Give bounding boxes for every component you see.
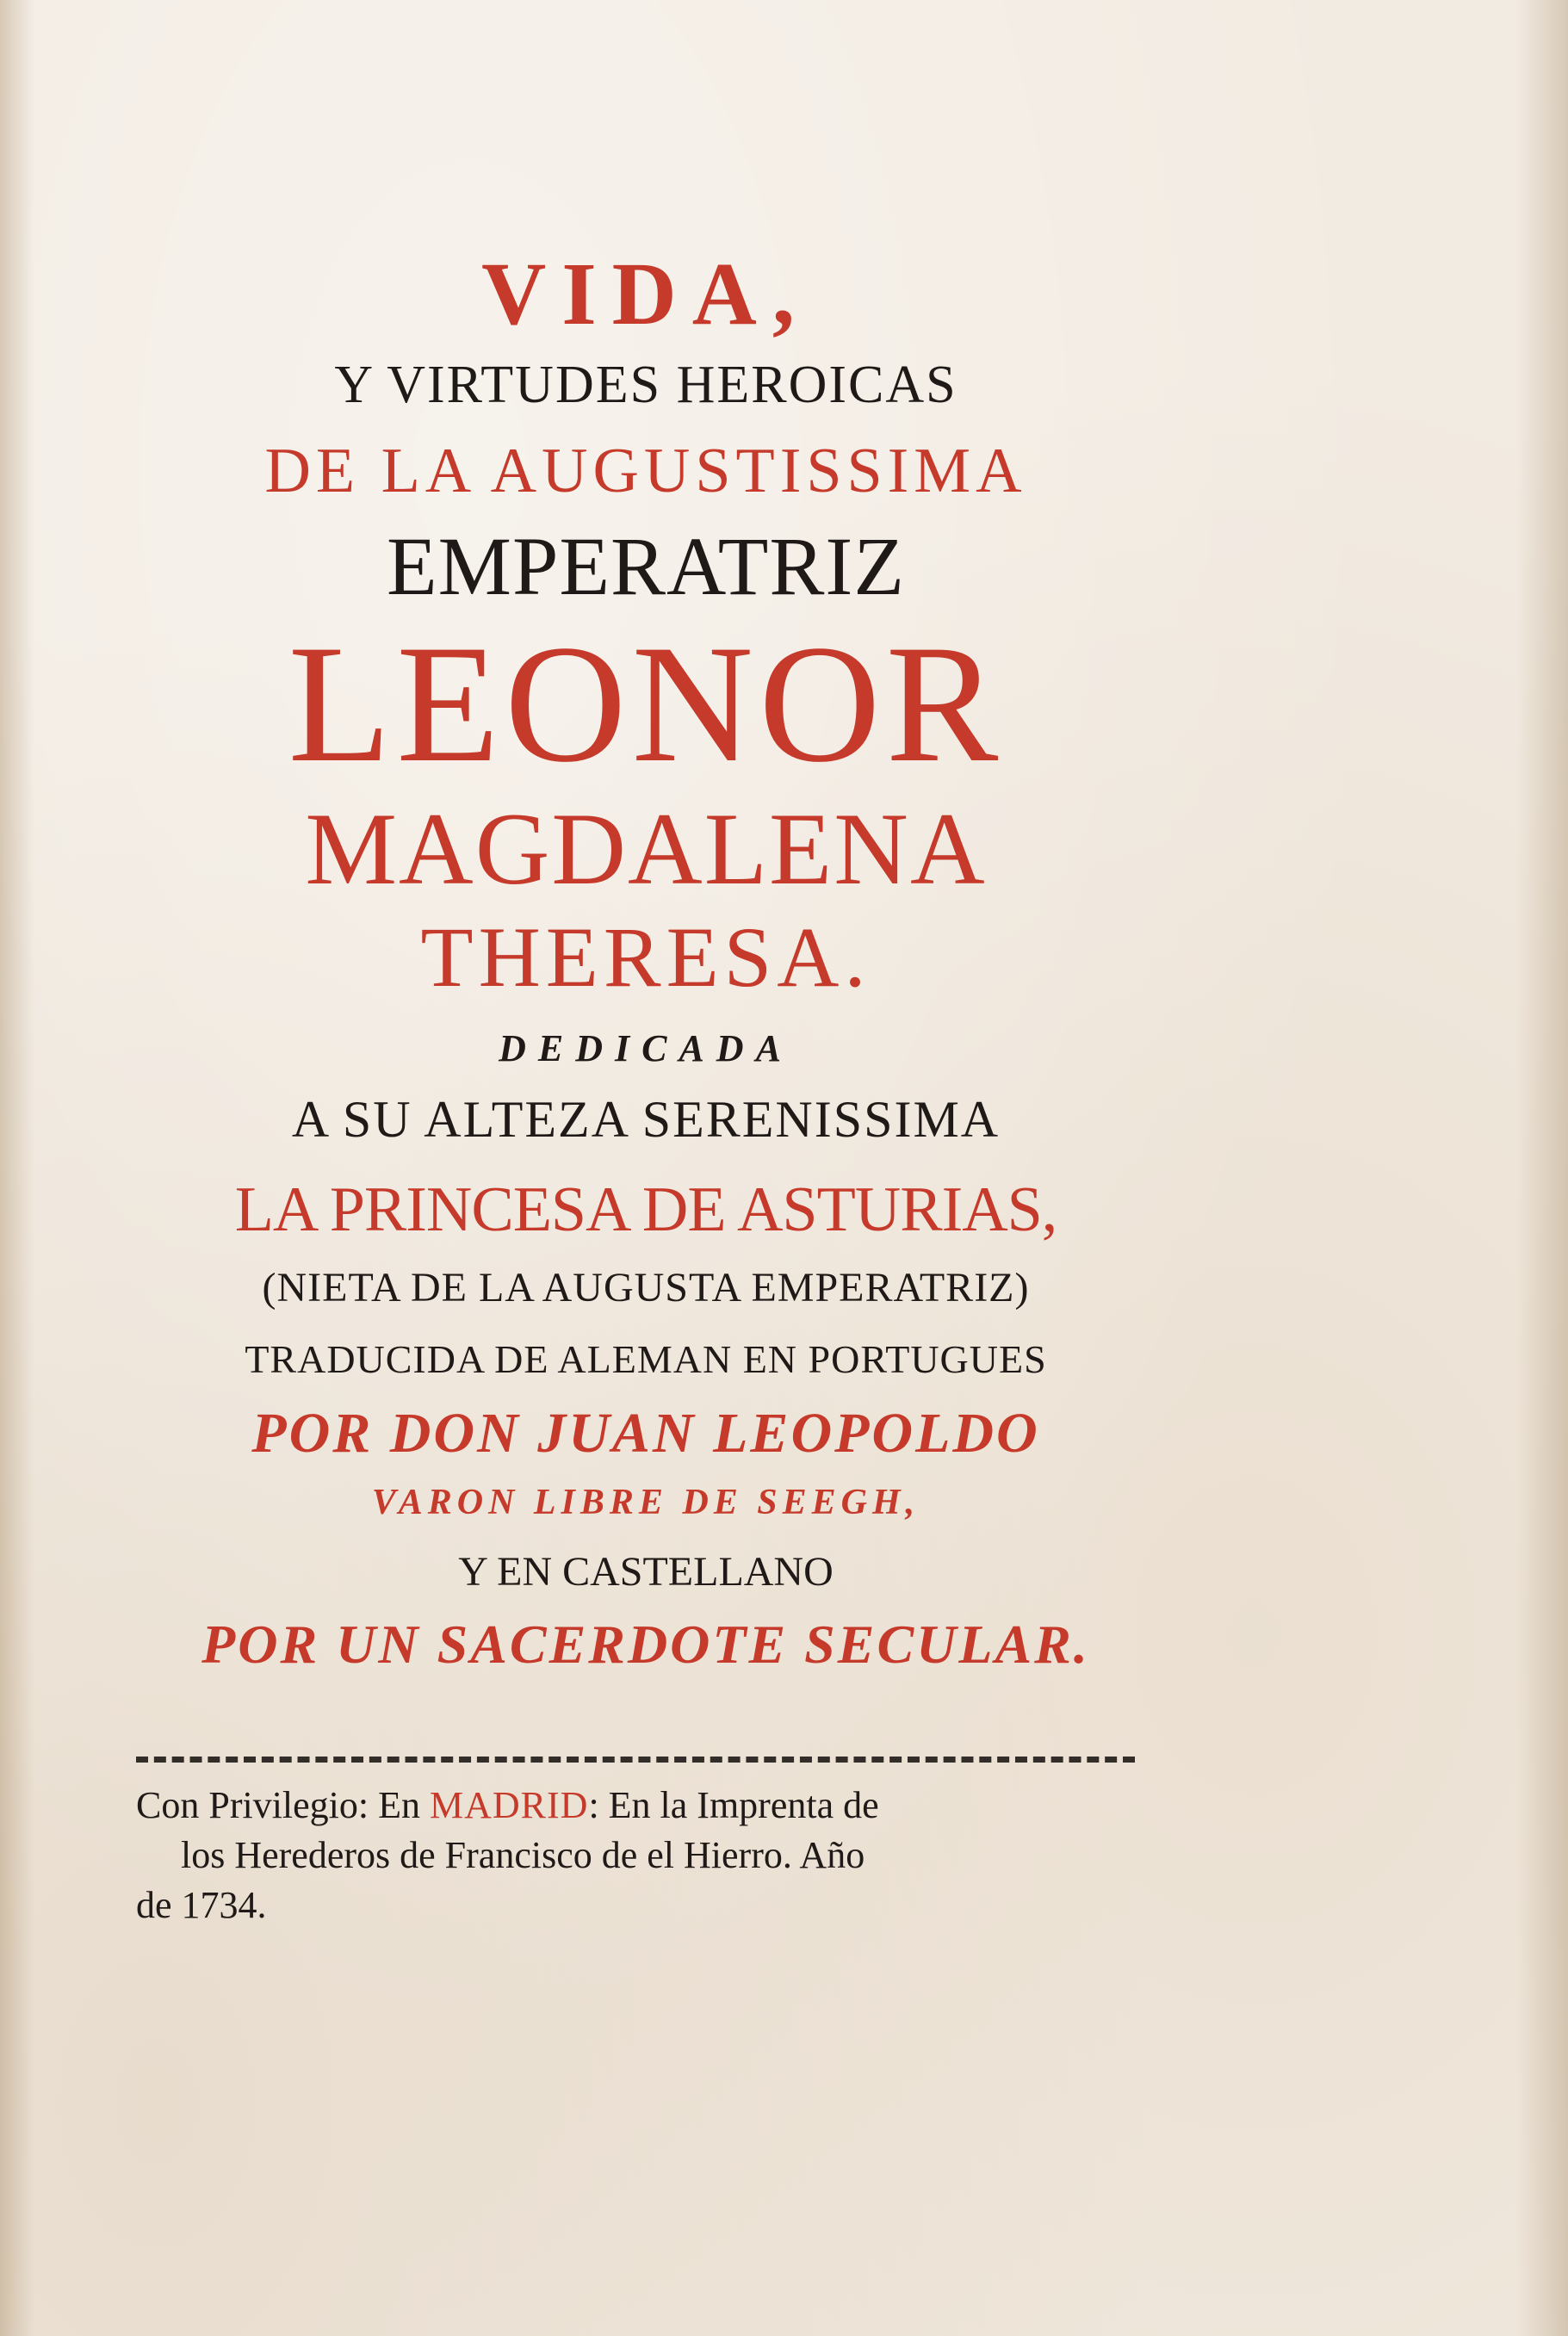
name-theresa: THERESA. — [420, 909, 871, 1005]
line-princesa: LA PRINCESA DE ASTURIAS, — [234, 1174, 1057, 1245]
line-dedicada: DEDICADA — [499, 1027, 793, 1069]
name-magdalena: MAGDALENA — [305, 791, 987, 906]
title-block — [121, 245, 1171, 1675]
line-emperatriz: EMPERATRIZ — [386, 520, 906, 612]
imprint-madrid: MADRID — [430, 1784, 589, 1826]
line-sacerdote: POR UN SACERDOTE SECULAR. — [201, 1614, 1090, 1675]
line-nieta: (NIETA DE LA AUGUSTA EMPERATRIZ) — [262, 1265, 1030, 1311]
imprint-imprenta: : En la Imprenta de — [588, 1784, 879, 1826]
line-castellano: Y EN CASTELLANO — [458, 1549, 834, 1595]
name-leonor: LEONOR — [288, 610, 1004, 797]
divider-rule — [136, 1757, 1135, 1763]
imprint-line-2: los Herederos de Francisco de el Hierro. Año — [181, 1834, 865, 1876]
imprint-year: de 1734. — [136, 1884, 267, 1926]
subtitle-virtudes: Y VIRTUDES HEROICAS — [334, 356, 958, 414]
line-augustissima: DE LA AUGUSTISSIMA — [264, 436, 1027, 506]
title-vida: VIDA, — [481, 245, 810, 344]
imprint-line-1 — [136, 1784, 879, 1826]
line-traducida: TRADUCIDA DE ALEMAN EN PORTUGUES — [245, 1337, 1047, 1381]
line-varon: VARON LIBRE DE SEEGH, — [371, 1483, 920, 1522]
imprint-privilegio: Con Privilegio: En — [136, 1784, 430, 1826]
line-translator: POR DON JUAN LEOPOLDO — [251, 1402, 1040, 1465]
line-alteza: A SU ALTEZA SERENISSIMA — [291, 1091, 1001, 1148]
imprint — [136, 1781, 1135, 1930]
